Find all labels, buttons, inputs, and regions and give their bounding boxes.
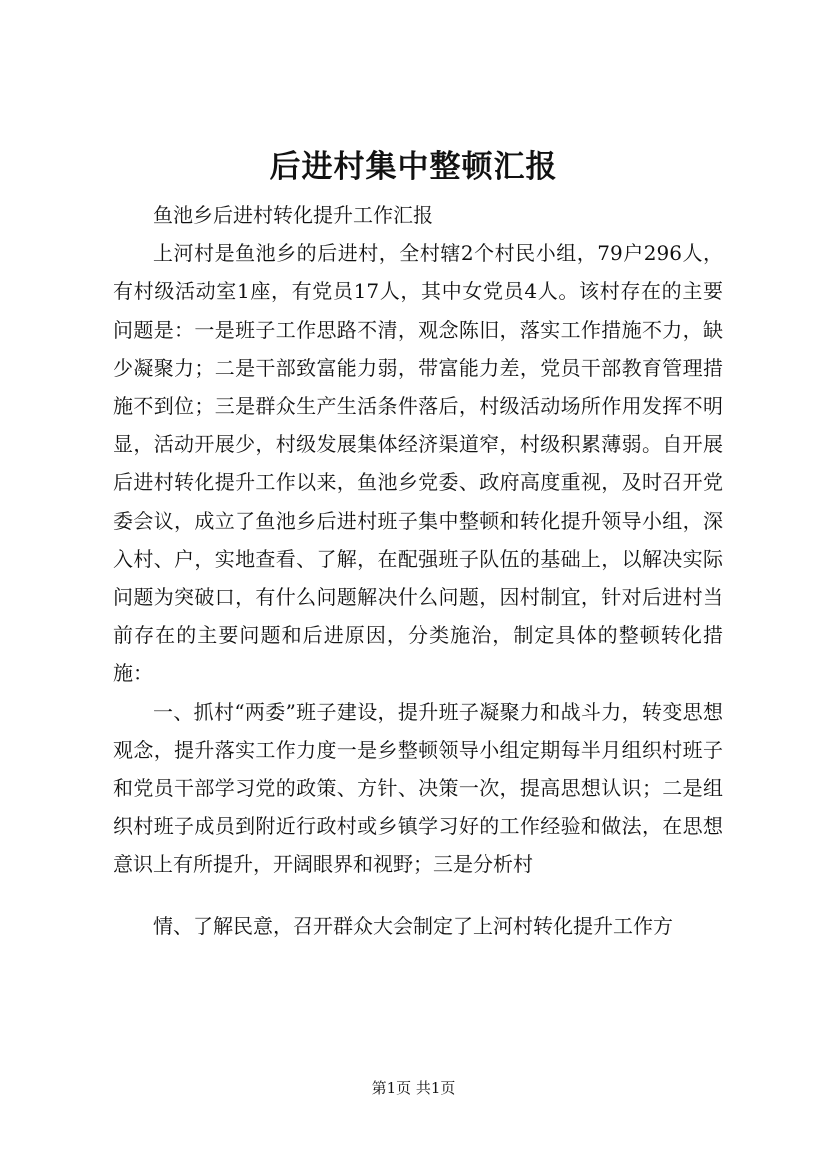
document-body <box>113 196 723 945</box>
paragraph-subtitle: 鱼池乡后进村转化提升工作汇报 <box>153 203 433 227</box>
paragraph-overview: 上河村是鱼池乡的后进村，全村辖2个村民小组，79户296人，有村级活动室1座，有党员17人，其中女党员4人。该村存在的主要问题是：一是班子工作思路不清，观念陈旧，落实工作措施不力，缺少凝聚力；二是干部致富能力弱，带富能力差，党员干部教育管理措施不到位；三是群众生产生活条件落后，村级活动场所作用发挥不明显，活动开展少，村级发展集体经济渠道窄，村级积累薄弱。自开展后进村转化提升工作以来，鱼池乡党委、政府高度重视，及时召开党委会议，成立了鱼池乡后进村班子集中整顿和转化提升领导小组，深入村、户，实地查看、了解，在配强班子队伍的基础上，以解决实际问题为突破口，有什么问题解决什么问题，因村制宜，针对后进村当前存在的主要问题和后进原因，分类施治，制定具体的整顿转化措施： <box>113 241 723 686</box>
paragraph-continuation: 情、了解民意，召开群众大会制定了上河村转化提升工作方 <box>153 913 673 938</box>
paragraph-section-one: 一、抓村“两委”班子建设，提升班子凝聚力和战斗力，转变思想观念，提升落实工作力度一是乡整顿领导小组定期每半月组织村班子和党员干部学习党的政策、方针、决策一次，提高思想认识；二是组织村班子成员到附近行政村或乡镇学习好的工作经验和做法，在思想意识上有所提升，开阔眼界和视野；三是分析村 <box>113 699 723 877</box>
page-number-footer: 第1页 共1页 <box>371 1079 456 1097</box>
document-title: 后进村集中整顿汇报 <box>269 149 558 185</box>
